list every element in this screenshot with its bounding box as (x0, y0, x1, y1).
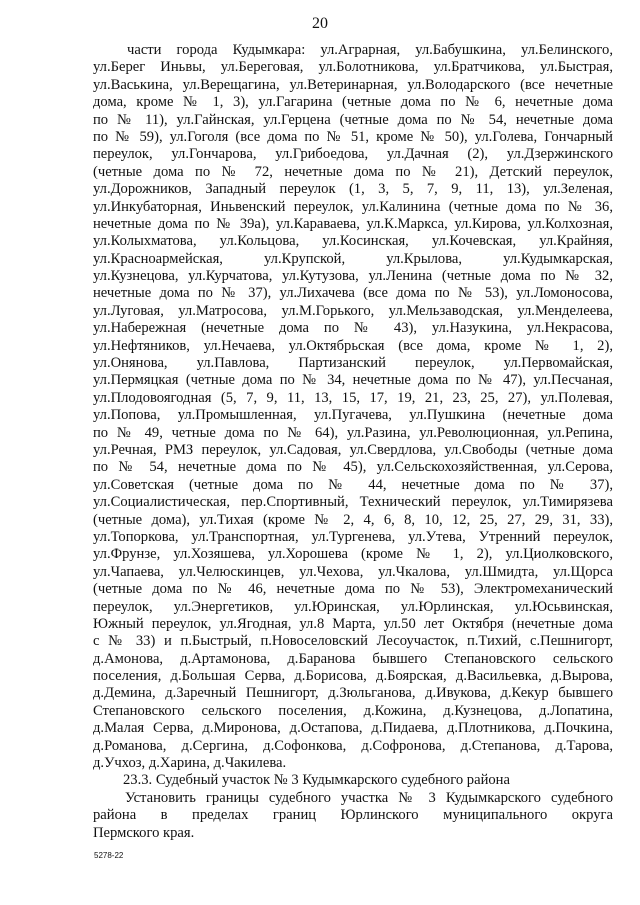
text-line: ул.Кузнецова, ул.Курчатова, ул.Кутузова, ул.Ленина (четные дома по № 32, (93, 268, 613, 285)
district-boundary-paragraph (93, 42, 613, 772)
text-line: ул.Речная, РМЗ переулок, ул.Садовая, ул.Свердлова, ул.Свободы (четные дома (93, 441, 613, 458)
text-line: ул.Попова, ул.Промышленная, ул.Пугачева, ул.Пушкина (нечетные дома (93, 407, 613, 424)
text-line: ул.Онянова, ул.Павлова, Партизанский переулок, ул.Первомайская, (93, 355, 613, 372)
text-line: Установить границы судебного участка № 3 Кудымкарского судебного (125, 789, 613, 806)
section-decision-paragraph (93, 790, 613, 842)
text-line: ул.Красноармейская, ул.Крупской, ул.Крылова, ул.Кудымкарская, (93, 250, 613, 267)
text-line: ул.Набережная (нечетные дома по № 43), ул.Назукина, ул.Некрасова, (93, 320, 613, 337)
text-line: района в пределах границ Юрлинского муниципального округа (93, 807, 613, 824)
text-line: ул.Васькина, ул.Верещагина, ул.Ветеринарная, ул.Володарского (все нечетные (93, 76, 613, 93)
text-line: Пермского края. (93, 824, 195, 841)
text-line: д.Романова, д.Сергина, д.Софонкова, д.Софронова, д.Степанова, д.Тарова, (93, 737, 613, 754)
text-line: по № 59), ул.Гоголя (все дома по № 51, кроме № 50), ул.Голева, Гончарный (93, 128, 613, 145)
text-line: (четные дома по № 46, нечетные дома по № 53), Электромеханический (93, 581, 613, 598)
text-line: ул.Фрунзе, ул.Хозяшева, ул.Хорошева (кроме № 1, 2), ул.Циолковского, (93, 546, 613, 563)
text-line: по № 11), ул.Гайнская, ул.Герцена (четные дома по № 54, нечетные дома (93, 111, 613, 128)
text-line: ул.Советская (четные дома по № 44, нечетные дома по № 37), (93, 476, 613, 493)
text-line: с № 33) и п.Быстрый, п.Новоселовский Лесоучасток, п.Тихий, с.Пешнигорт, (93, 633, 613, 650)
text-line: Южный переулок, ул.Ягодная, ул.8 Марта, ул.50 лет Октября (нечетные дома (93, 615, 613, 632)
text-line: д.Амонова, д.Артамонова, д.Баранова бывшего Степановского сельского (93, 650, 613, 667)
text-line: ул.Колыхматова, ул.Кольцова, ул.Косинская, ул.Кочевская, ул.Крайняя, (93, 233, 613, 250)
text-line: нечетные дома по № 39а), ул.Караваева, ул.К.Маркса, ул.Кирова, ул.Колхозная, (93, 215, 613, 232)
text-line: переулок, ул.Энергетиков, ул.Юринская, ул.Юрлинская, ул.Юсьвинская, (93, 598, 613, 615)
document-body (93, 42, 613, 842)
text-line: ул.Луговая, ул.Матросова, ул.М.Горького, ул.Мельзаводская, ул.Менделеева, (93, 302, 613, 319)
text-line: д.Демина, д.Заречный Пешнигорт, д.Зюльганова, д.Ивукова, д.Кекур бывшего (93, 685, 613, 702)
text-line: поселения, д.Большая Серва, д.Борисова, д.Боярская, д.Васильевка, д.Вырова, (93, 668, 613, 685)
text-line: (четные дома), ул.Тихая (кроме № 2, 4, 6, 8, 10, 12, 25, 27, 29, 31, 33), (93, 511, 613, 528)
text-line: ул.Социалистическая, пер.Спортивный, Технический переулок, ул.Тимирязева (93, 494, 613, 511)
text-line: ул.Нефтяников, ул.Нечаева, ул.Октябрьская (все дома, кроме № 1, 2), (93, 337, 613, 354)
section-heading: 23.3. Судебный участок № 3 Кудымкарского судебного района (123, 772, 510, 789)
text-line: ул.Инкубаторная, Иньвенский переулок, ул.Калинина (четные дома по № 36, (93, 198, 613, 215)
text-line: ул.Топоркова, ул.Транспортная, ул.Тургенева, ул.Утева, Утренний переулок, (93, 528, 613, 545)
text-line: ул.Дорожников, Западный переулок (1, 3, 5, 7, 9, 11, 13), ул.Зеленая, (93, 181, 613, 198)
text-line: нечетные дома по № 37), ул.Лихачева (все дома по № 53), ул.Ломоносова, (93, 285, 613, 302)
text-line: ул.Плодовоягодная (5, 7, 9, 11, 13, 15, 17, 19, 21, 23, 25, 27), ул.Полевая, (93, 389, 613, 406)
text-line: д.Малая Серва, д.Миронова, д.Остапова, д.Пидаева, д.Плотникова, д.Почкина, (93, 720, 613, 737)
text-line: ул.Берег Иньвы, ул.Береговая, ул.Болотникова, ул.Братчикова, ул.Быстрая, (93, 59, 613, 76)
text-line: (четные дома по № 72, нечетные дома по № 21), Детский переулок, (93, 163, 613, 180)
text-line: по № 49, четные дома по № 64), ул.Разина, ул.Революционная, ул.Репина, (93, 424, 613, 441)
text-line: переулок, ул.Гончарова, ул.Грибоедова, ул.Дачная (2), ул.Дзержинского (93, 146, 613, 163)
text-line: Степановского сельского поселения, д.Кожина, д.Кузнецова, д.Лопатина, (93, 702, 613, 719)
text-line: по № 54, нечетные дома по № 45), ул.Сельскохозяйственная, ул.Серова, (93, 459, 613, 476)
text-line: ул.Чапаева, ул.Челюскинцев, ул.Чехова, ул.Чкалова, ул.Шмидта, ул.Щорса (93, 563, 613, 580)
text-line: ул.Пермяцкая (четные дома по № 34, нечетные дома по № 47), ул.Песчаная, (93, 372, 613, 389)
text-line: части города Кудымкара: ул.Аграрная, ул.Бабушкина, ул.Белинского, (127, 42, 613, 58)
text-line: дома, кроме № 1, 3), ул.Гагарина (четные дома по № 6, нечетные дома (93, 94, 613, 111)
page-number: 20 (312, 15, 328, 32)
document-code: 5278-22 (94, 851, 124, 860)
text-line: д.Учхоз, д.Харина, д.Чакилева. (93, 755, 287, 772)
